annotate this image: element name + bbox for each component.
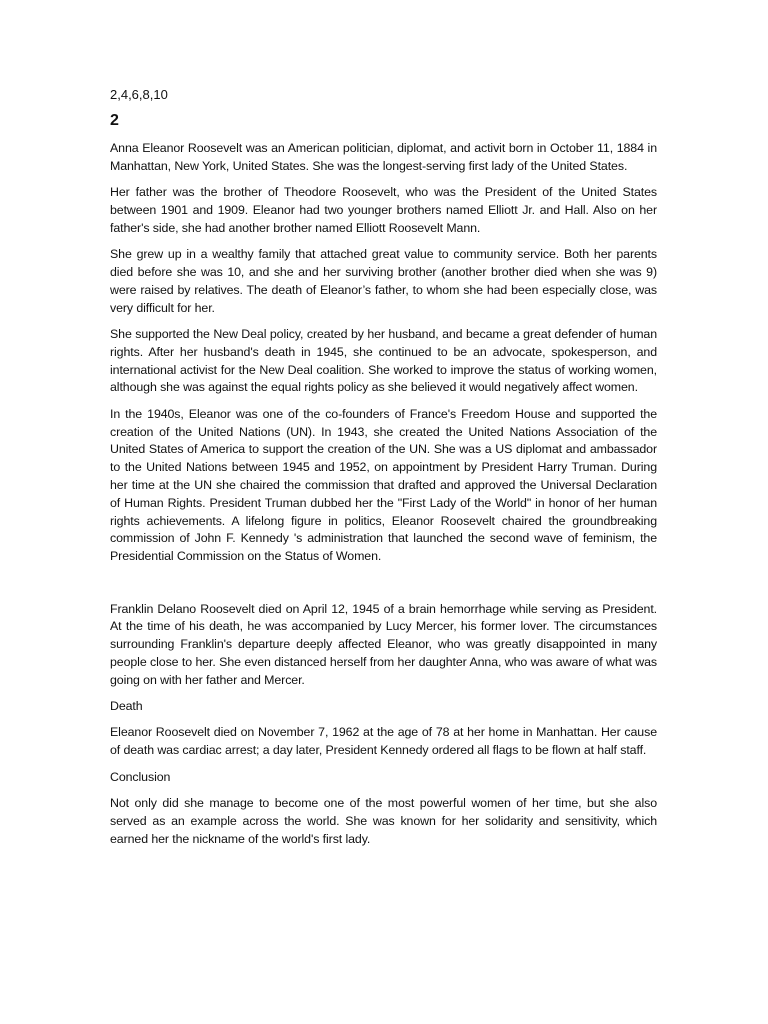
paragraph-childhood: She grew up in a wealthy family that attached great value to community service. Both her parents died before she was 10, and she and her surviving brother (another brother died when she was 9) were raised by relatives. The death of Eleanor’s father, to whom she had been especially close, was very difficult for her. bbox=[110, 247, 657, 315]
paragraph-franklin-death: Franklin Delano Roosevelt died on April 12, 1945 of a brain hemorrhage while serving as President. At the time of his death, he was accompanied by Lucy Mercer, his former lover. The circumstances surrounding Franklin's departure deeply affected Eleanor, who was greatly disappointed in many people close to her. She even distanced herself from her daughter Anna, who was aware of what was going on with her father and Mercer. bbox=[110, 601, 657, 687]
paragraph-new-deal: She supported the New Deal policy, created by her husband, and became a great defender of human rights. After her husband's death in 1945, she continued to be an advocate, spokesperson, and international activist for the New Deal coalition. She worked to improve the status of working women, although she was against the equal rights policy as she believed it would negatively affect women. bbox=[110, 326, 657, 395]
document-page bbox=[110, 86, 657, 857]
number-sequence: 2,4,6,8,10 bbox=[110, 87, 168, 102]
paragraph-intro: Anna Eleanor Roosevelt was an American politician, diplomat, and activit born in October 11, 1884 in Manhattan, New York, United States. She was the longest-serving first lady of the United States. bbox=[110, 141, 657, 173]
death-paragraph: Eleanor Roosevelt died on November 7, 1962 at the age of 78 at her home in Manhattan. Her cause of death was cardiac arrest; a day later, President Kennedy ordered all flags to be flown at half staff. bbox=[110, 725, 657, 758]
paragraph-united-nations: In the 1940s, Eleanor was one of the co-founders of France's Freedom House and supported the creation of the United Nations (UN). In 1943, she created the United Nations Association of the United States of America to support the creation of the UN. She was a US diplomat and ambassador to the United Nations between 1945 and 1952, on appointment by President Harry Truman. During her time at the UN she chaired the commission that drafted and approved the Universal Declaration of Human Rights. President Truman dubbed her the "First Lady of the World" in honor of her human rights achievements. A lifelong figure in politics, Eleanor Roosevelt chaired the groundbreaking commission of John F. Kennedy 's administration that launched the second wave of feminism, the Presidential Commission on the Status of Women. bbox=[110, 406, 657, 564]
paragraph-family: Her father was the brother of Theodore Roosevelt, who was the President of the United States between 1901 and 1909. Eleanor had two younger brothers named Elliott Jr. and Hall. Also on her father's side, she had another brother named Elliott Roosevelt Mann. bbox=[110, 185, 657, 235]
section-number: 2 bbox=[110, 112, 119, 129]
conclusion-heading: Conclusion bbox=[110, 769, 171, 784]
conclusion-paragraph: Not only did she manage to become one of the most powerful women of her time, but she also served as an example across the world. She was known for her solidarity and sensitivity, which earned her the nickname of the world's first lady. bbox=[110, 796, 657, 846]
death-heading: Death bbox=[110, 699, 143, 714]
blank-gap bbox=[110, 575, 657, 601]
